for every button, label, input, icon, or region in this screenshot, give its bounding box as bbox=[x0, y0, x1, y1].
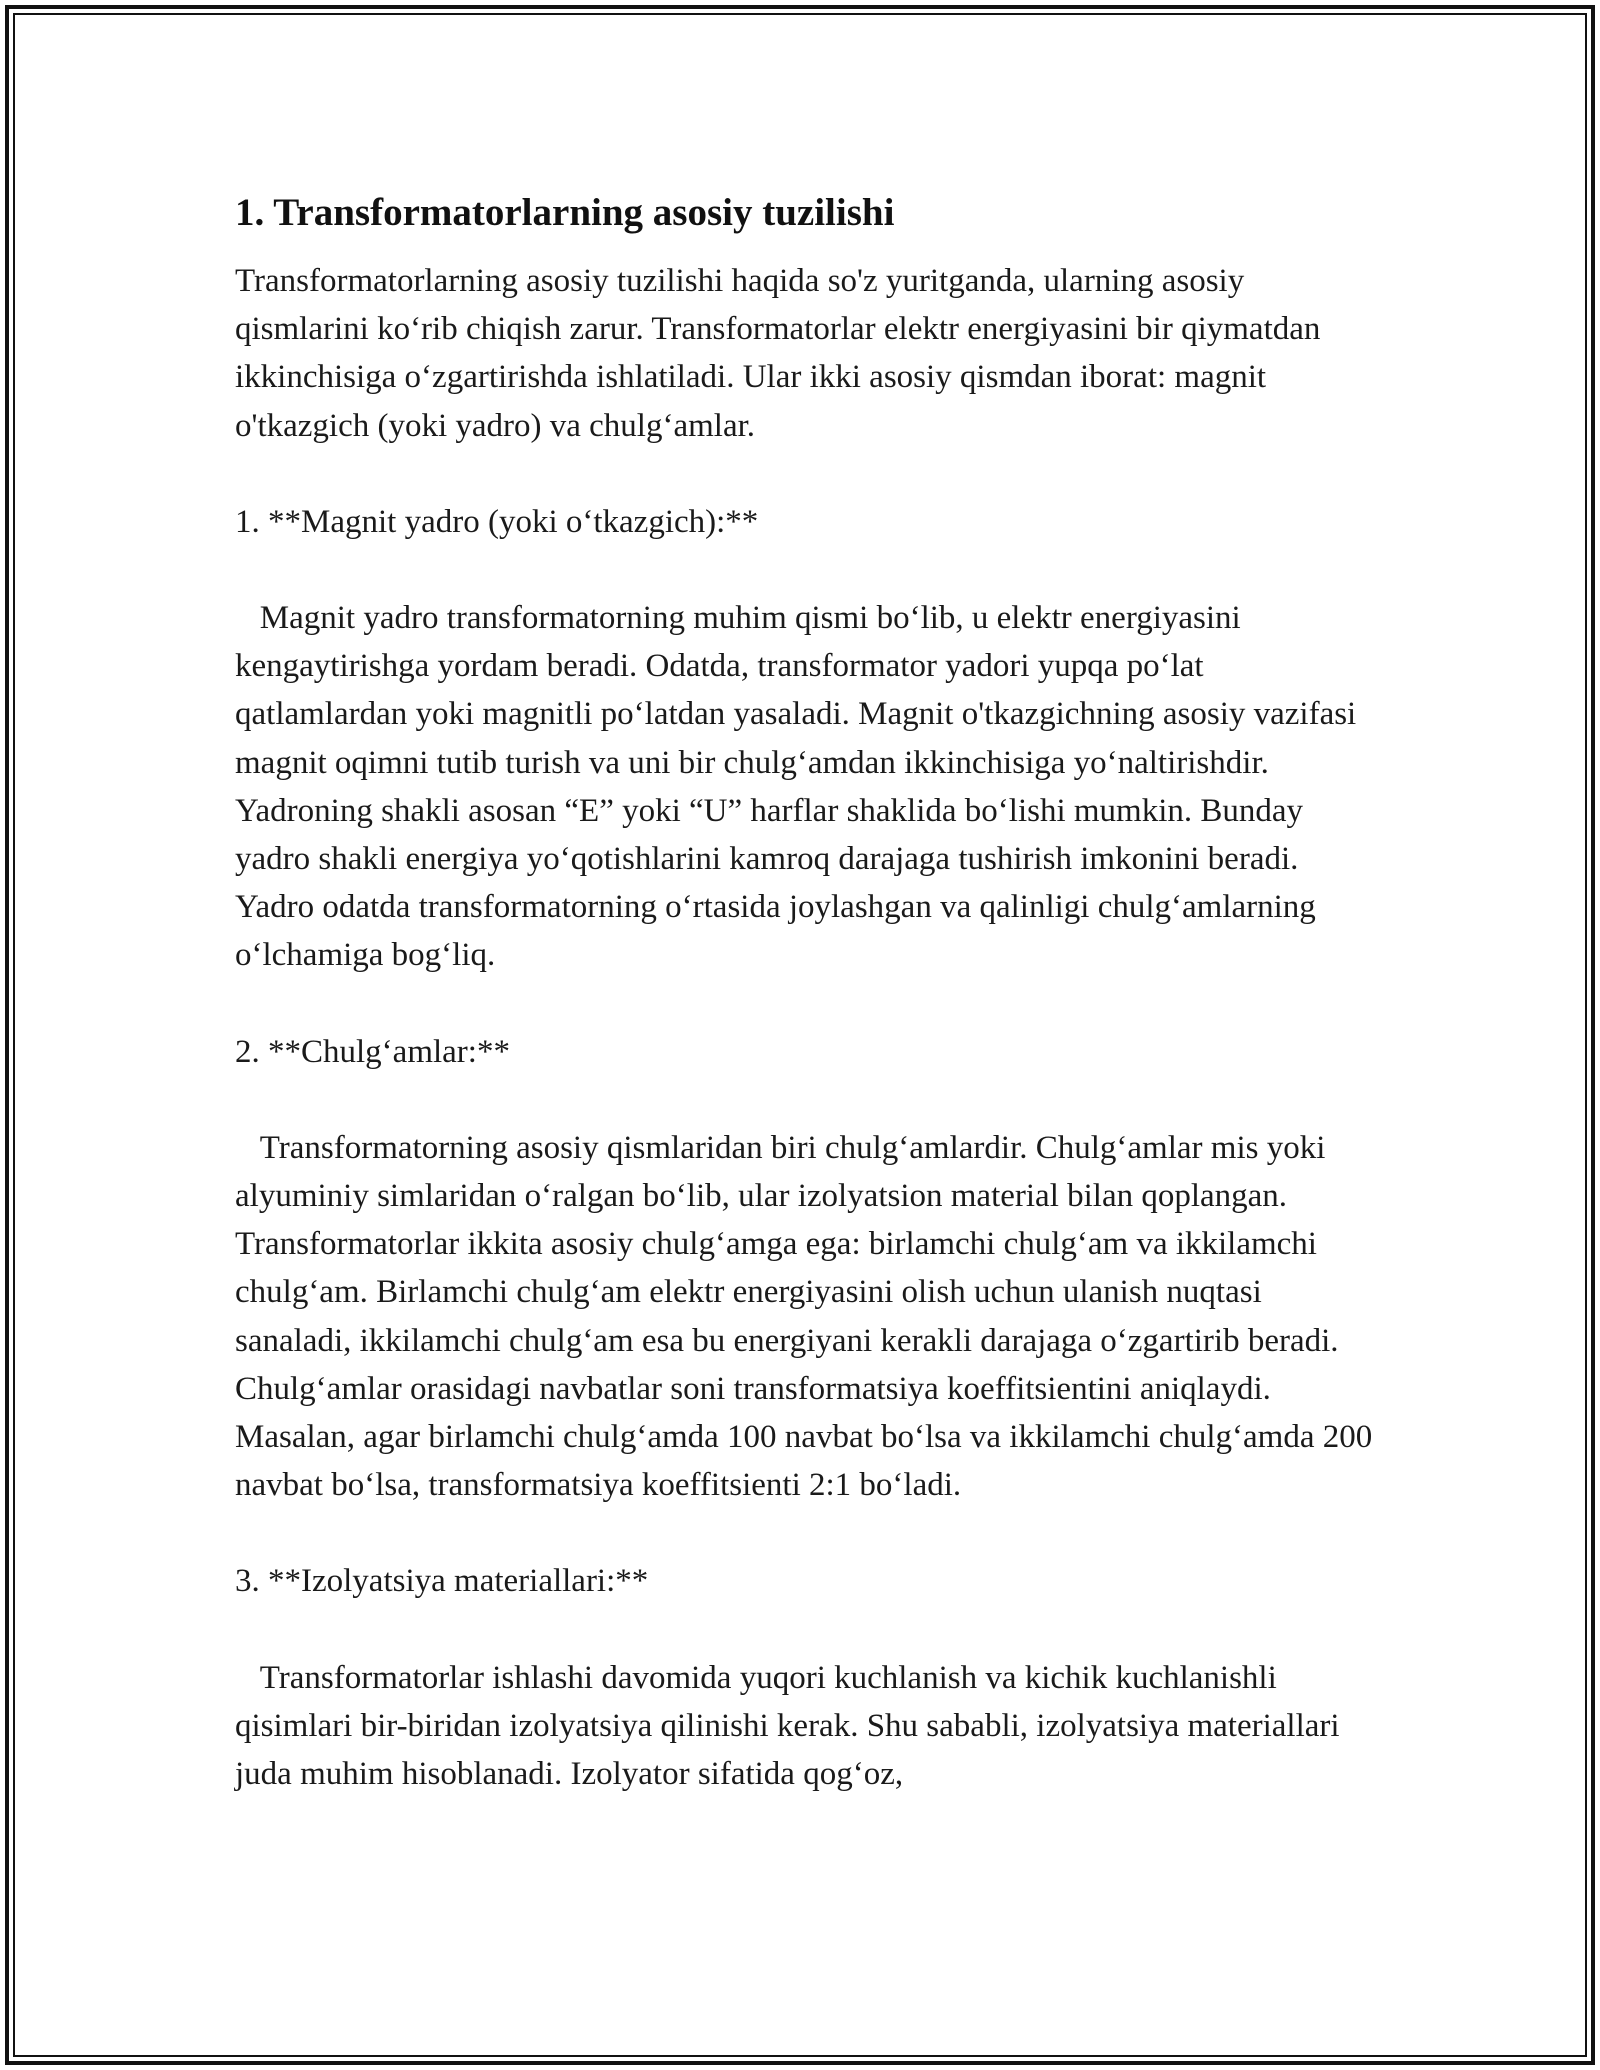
document-page bbox=[235, 186, 1375, 1798]
section-heading-izolyatsiya: 3. **Izolyatsiya materiallari:** bbox=[235, 1563, 649, 1600]
section-body-magnit-yadro: Magnit yadro transformatorning muhim qismi bo‘lib, u elektr energiyasini kengaytirishga yordam beradi. Odatda, transformator yadori yupqa po‘lat qatlamlardan yoki magnitli po‘latdan yasaladi. Magnit o'tkazgichning asosiy vazifasi magnit oqimni tutib turish va uni bir chulg‘amdan ikkinchisiga yo‘naltirishdir. Yadroning shakli asosan “E” yoki “U” harflar shaklida bo‘lishi mumkin. Bunday yadro shakli energiya yo‘qotishlarini kamroq darajaga tushirish imkonini beradi. Yadro odatda transformatorning o‘rtasida joylashgan va qalinligi chulg‘amlarning o‘lchamiga bog‘liq. bbox=[235, 600, 1357, 974]
section-heading-chulgamlar: 2. **Chulg‘amlar:** bbox=[235, 1033, 510, 1070]
section-heading-magnit-yadro: 1. **Magnit yadro (yoki o‘tkazgich):** bbox=[235, 503, 759, 540]
section-body-chulgamlar: Transformatorning asosiy qismlaridan biri chulg‘amlardir. Chulg‘amlar mis yoki alyuminiy simlaridan o‘ralgan bo‘lib, ular izolyatsion material bilan qoplangan. Transformatorlar ikkita asosiy chulg‘amga ega: birlamchi chulg‘am va ikkilamchi chulg‘am. Birlamchi chulg‘am elektr energiyasini olish uchun ulanish nuqtasi sanaladi, ikkilamchi chulg‘am esa bu energiyani kerakli darajaga o‘zgartirib beradi. Chulg‘amlar orasidagi navbatlar soni transformatsiya koeffitsientini aniqlaydi. Masalan, agar birlamchi chulg‘amda 100 navbat bo‘lsa va ikkilamchi chulg‘amda 200 navbat bo‘lsa, transformatsiya koeffitsienti 2:1 bo‘ladi. bbox=[235, 1129, 1373, 1504]
section-body-izolyatsiya: Transformatorlar ishlashi davomida yuqori kuchlanish va kichik kuchlanishli qisimlari bir-biridan izolyatsiya qilinishi kerak. Shu sababli, izolyatsiya materiallari juda muhim hisoblanadi. Izolyator sifatida qog‘oz, bbox=[235, 1659, 1340, 1793]
document-title: 1. Transformatorlarning asosiy tuzilishi bbox=[235, 191, 895, 234]
intro-paragraph: Transformatorlarning asosiy tuzilishi haqida so'z yuritganda, ularning asosiy qismlarini ko‘rib chiqish zarur. Transformatorlar elektr energiyasini bir qiymatdan ikkinchisiga o‘zgartirishda ishlatiladi. Ular ikki asosiy qismdan iborat: magnit o'tkazgich (yoki yadro) va chulg‘amlar. bbox=[235, 263, 1321, 444]
